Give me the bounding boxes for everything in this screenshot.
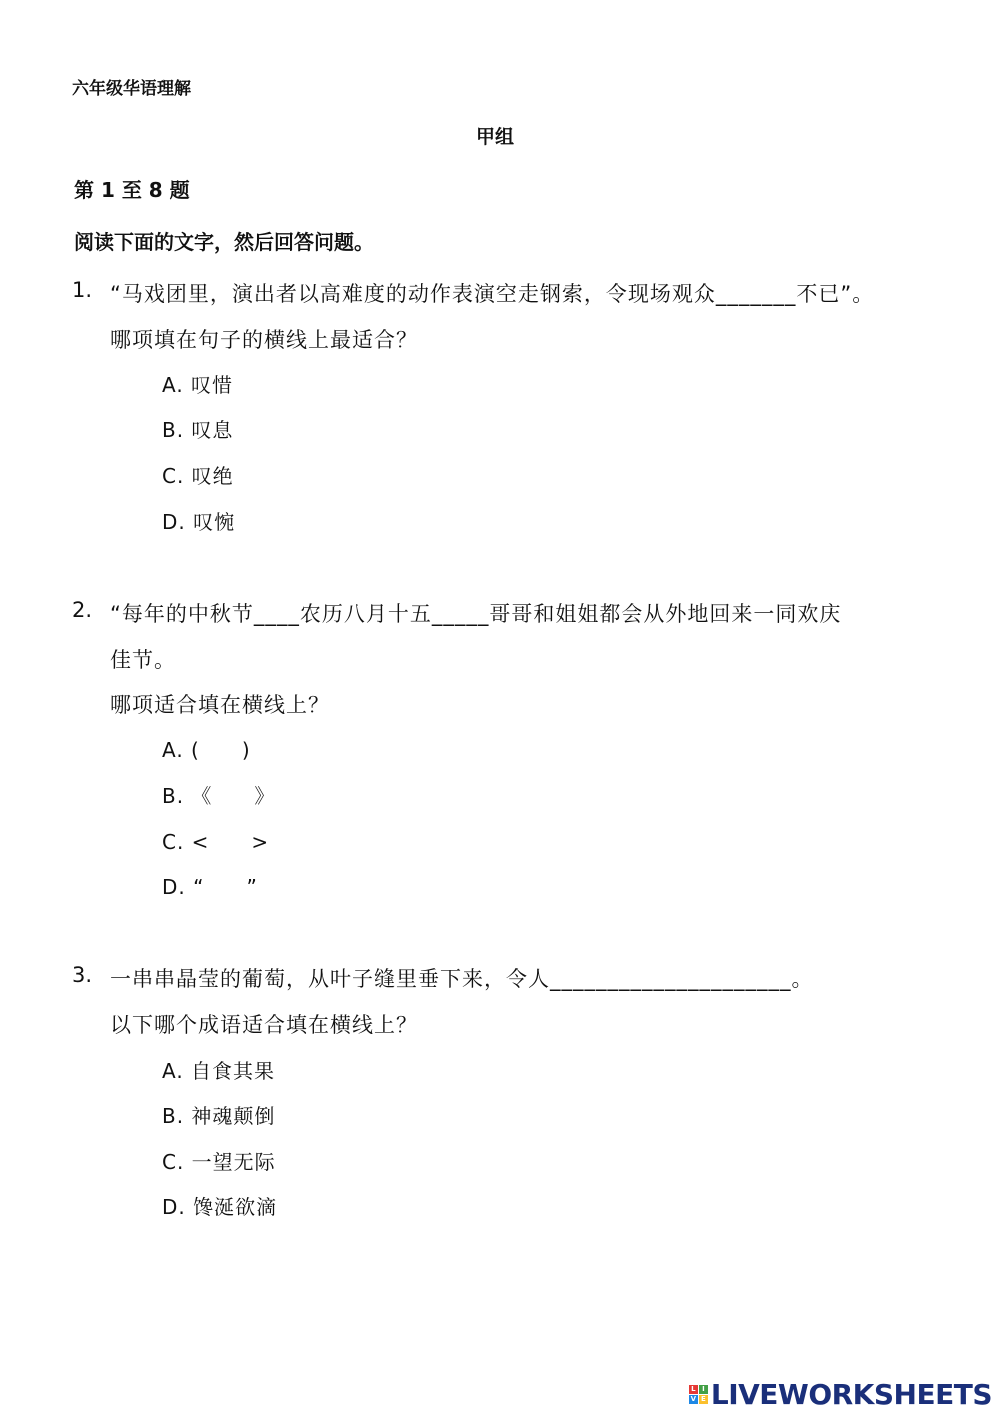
subject-title: 六年级华语理解 <box>72 79 191 99</box>
option-c[interactable]: C. 一望无际 <box>162 1150 276 1174</box>
question-text: “每年的中秋节____农历八月十五_____哥哥和姐姐都会从外地回来一同欢庆 <box>110 602 842 626</box>
logo-letter: E <box>699 1395 708 1404</box>
option-b[interactable]: B. 神魂颠倒 <box>162 1104 276 1128</box>
option-a[interactable]: A. 叹惜 <box>162 373 234 397</box>
watermark-text: LIVEWORKSHEETS <box>710 1377 992 1411</box>
liveworksheets-watermark <box>689 1377 992 1411</box>
option-d[interactable]: D. “ ” <box>162 875 258 899</box>
option-a[interactable]: A. ( ) <box>162 738 251 762</box>
option-c[interactable]: C. 叹绝 <box>162 464 234 488</box>
option-b[interactable]: B. 《 》 <box>162 784 276 808</box>
question-number: 2. <box>72 598 93 622</box>
question-prompt: 以下哪个成语适合填在横线上？ <box>110 1013 418 1037</box>
question-text: “马戏团里，演出者以高难度的动作表演空走钢索，令现场观众_______不已”。 <box>110 282 875 306</box>
logo-letter: I <box>699 1385 708 1394</box>
question-number: 1. <box>72 278 93 302</box>
logo-letter: V <box>690 1394 697 1403</box>
question-text-continued: 佳节。 <box>110 648 176 672</box>
option-d[interactable]: D. 馋涎欲滴 <box>162 1195 278 1219</box>
question-text: 一串串晶莹的葡萄，从叶子缝里垂下来，令人_____________________。 <box>110 967 814 991</box>
option-a[interactable]: A. 自食其果 <box>162 1059 276 1083</box>
option-d[interactable]: D. 叹惋 <box>162 510 236 534</box>
question-number: 3. <box>72 963 93 987</box>
group-heading: 甲组 <box>475 126 514 148</box>
question-range: 第 1 至 8 题 <box>74 178 190 202</box>
logo-letter: L <box>689 1385 698 1394</box>
option-b[interactable]: B. 叹息 <box>162 418 234 442</box>
question-prompt: 哪项填在句子的横线上最适合？ <box>110 328 418 352</box>
liveworksheets-logo-icon <box>689 1385 708 1404</box>
option-c[interactable]: C. < > <box>162 830 270 854</box>
question-prompt: 哪项适合填在横线上？ <box>110 693 330 717</box>
instruction-text: 阅读下面的文字，然后回答问题。 <box>74 230 374 254</box>
